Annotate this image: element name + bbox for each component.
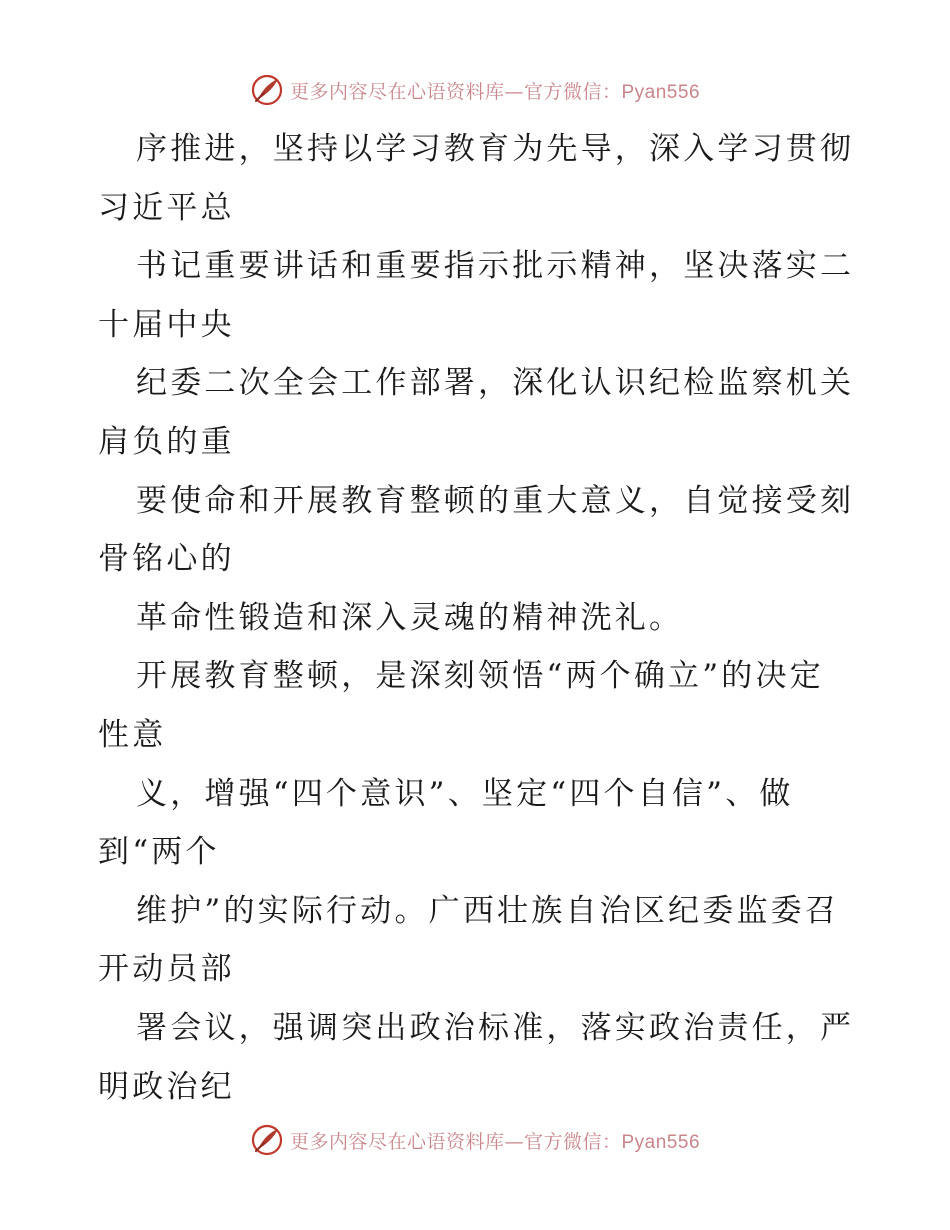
text-line: 序推进，坚持以学习教育为先导，深入学习贯彻	[136, 131, 855, 167]
text-line: 到“两个	[98, 834, 220, 871]
watermark-text: 更多内容尽在心语资料库—官方微信：Pyan556	[289, 1130, 701, 1153]
text-line: 骨铭心的	[98, 541, 235, 578]
watermark-text: 更多内容尽在心语资料库—官方微信：Pyan556	[289, 80, 701, 103]
feather-pen-icon	[250, 1123, 284, 1157]
text-line: 纪委二次全会工作部署，深化认识纪检监察机关	[136, 365, 855, 402]
text-line: 明政治纪	[98, 1068, 235, 1105]
text-line: 义，增强“四个意识”、坚定“四个自信”、做	[136, 775, 794, 812]
text-line: 十届中央	[98, 306, 235, 343]
text-line: 维护”的实际行动。广西壮族自治区纪委监委召	[136, 892, 840, 929]
text-line: 开展教育整顿，是深刻领悟“两个确立”的决定	[136, 658, 824, 695]
text-line: 署会议，强调突出政治标准，落实政治责任，严	[136, 1009, 855, 1046]
text-line: 书记重要讲话和重要指示批示精神，坚决落实二	[136, 248, 855, 285]
text-line: 革命性锻造和深入灵魂的精神洗礼。	[136, 599, 684, 636]
text-line: 肩负的重	[98, 423, 235, 460]
text-line: 习近平总	[98, 189, 235, 226]
feather-pen-icon	[250, 73, 284, 107]
document-body	[98, 120, 858, 1116]
text-line: 要使命和开展教育整顿的重大意义，自觉接受刻	[136, 482, 855, 519]
header-watermark	[0, 70, 950, 110]
text-line: 开动员部	[98, 951, 235, 988]
text-line: 性意	[98, 716, 167, 753]
footer-watermark	[0, 1120, 950, 1160]
